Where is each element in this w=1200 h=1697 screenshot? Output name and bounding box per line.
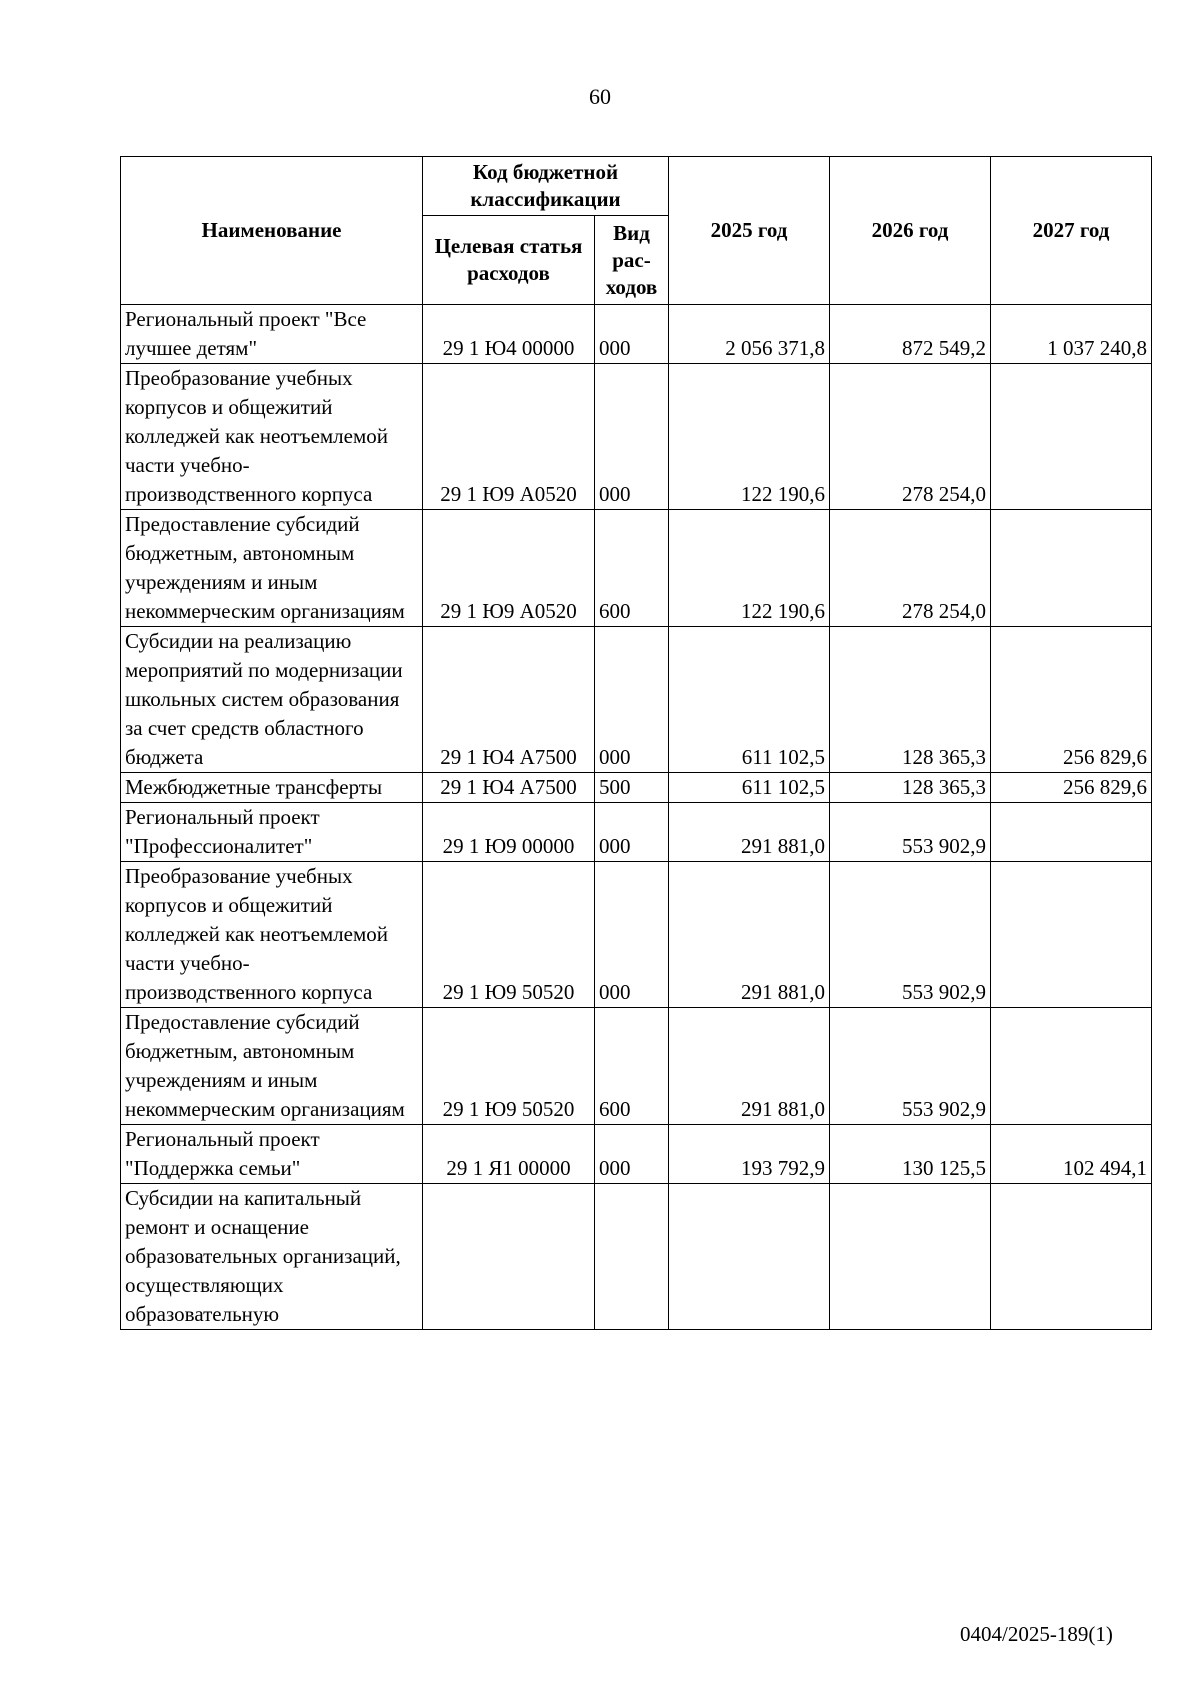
row-expense-kind: 000 (595, 627, 669, 773)
row-2025: 291 881,0 (669, 803, 830, 862)
row-name: Преобразование учебных корпусов и общежитий колледжей как неотъемлемой части учебно-производственного корпуса (121, 364, 423, 510)
row-name: Региональный проект "Все лучшее детям" (121, 305, 423, 364)
budget-table (120, 156, 1152, 1330)
row-expense-kind: 600 (595, 510, 669, 627)
header-2027: 2027 год (991, 157, 1152, 305)
row-target-article: 29 1 Ю4 00000 (423, 305, 595, 364)
row-expense-kind: 000 (595, 803, 669, 862)
row-2026: 128 365,3 (830, 773, 991, 803)
row-target-article: 29 1 Ю4 А7500 (423, 773, 595, 803)
table-row (121, 803, 1152, 862)
row-target-article: 29 1 Ю9 50520 (423, 1008, 595, 1125)
row-2025: 611 102,5 (669, 773, 830, 803)
table-row (121, 1008, 1152, 1125)
row-2026 (830, 1184, 991, 1330)
table-row (121, 773, 1152, 803)
row-2027: 256 829,6 (991, 627, 1152, 773)
row-2025: 122 190,6 (669, 510, 830, 627)
row-2027 (991, 1008, 1152, 1125)
table-row (121, 627, 1152, 773)
header-2025: 2025 год (669, 157, 830, 305)
row-expense-kind: 000 (595, 862, 669, 1008)
row-target-article: 29 1 Ю9 50520 (423, 862, 595, 1008)
row-target-article: 29 1 Ю9 А0520 (423, 510, 595, 627)
row-2026: 553 902,9 (830, 862, 991, 1008)
row-2025: 193 792,9 (669, 1125, 830, 1184)
row-2026: 553 902,9 (830, 803, 991, 862)
row-name: Преобразование учебных корпусов и общежитий колледжей как неотъемлемой части учебно-производственного корпуса (121, 862, 423, 1008)
row-2027 (991, 510, 1152, 627)
header-code-group: Код бюджетной классификации (423, 157, 669, 216)
row-2025: 2 056 371,8 (669, 305, 830, 364)
row-2026: 278 254,0 (830, 364, 991, 510)
row-name: Субсидии на капитальный ремонт и оснащение образовательных организаций, осуществляющих образовательную (121, 1184, 423, 1330)
row-target-article: 29 1 Ю9 00000 (423, 803, 595, 862)
row-name: Региональный проект "Профессионалитет" (121, 803, 423, 862)
row-2025 (669, 1184, 830, 1330)
row-expense-kind (595, 1184, 669, 1330)
page-number: 60 (589, 84, 611, 109)
row-2026: 553 902,9 (830, 1008, 991, 1125)
row-expense-kind: 600 (595, 1008, 669, 1125)
header-target-article: Целевая статья расходов (423, 216, 595, 305)
document-code: 0404/2025-189(1) (960, 1622, 1113, 1646)
header-name: Наименование (121, 157, 423, 305)
row-2027: 256 829,6 (991, 773, 1152, 803)
row-target-article: 29 1 Ю4 А7500 (423, 627, 595, 773)
row-2027 (991, 862, 1152, 1008)
row-2027 (991, 1184, 1152, 1330)
row-2026: 278 254,0 (830, 510, 991, 627)
row-2025: 611 102,5 (669, 627, 830, 773)
row-2027 (991, 364, 1152, 510)
row-2027: 102 494,1 (991, 1125, 1152, 1184)
table-row (121, 862, 1152, 1008)
row-2026: 872 549,2 (830, 305, 991, 364)
row-2026: 128 365,3 (830, 627, 991, 773)
row-2027 (991, 803, 1152, 862)
row-target-article: 29 1 Я1 00000 (423, 1125, 595, 1184)
row-2027: 1 037 240,8 (991, 305, 1152, 364)
table-row (121, 1184, 1152, 1330)
row-target-article (423, 1184, 595, 1330)
row-2025: 291 881,0 (669, 1008, 830, 1125)
row-2025: 122 190,6 (669, 364, 830, 510)
row-2026: 130 125,5 (830, 1125, 991, 1184)
header-expense-kind: Вид рас-ходов (595, 216, 669, 305)
row-name: Предоставление субсидий бюджетным, автономным учреждениям и иным некоммерческим организациям (121, 510, 423, 627)
row-name: Субсидии на реализацию мероприятий по модернизации школьных систем образования за счет средств областного бюджета (121, 627, 423, 773)
header-2026: 2026 год (830, 157, 991, 305)
row-expense-kind: 500 (595, 773, 669, 803)
row-2025: 291 881,0 (669, 862, 830, 1008)
row-expense-kind: 000 (595, 364, 669, 510)
row-name: Предоставление субсидий бюджетным, автономным учреждениям и иным некоммерческим организациям (121, 1008, 423, 1125)
table-row (121, 305, 1152, 364)
table-row (121, 1125, 1152, 1184)
row-name: Региональный проект "Поддержка семьи" (121, 1125, 423, 1184)
table-row (121, 510, 1152, 627)
row-expense-kind: 000 (595, 305, 669, 364)
row-name: Межбюджетные трансферты (121, 773, 423, 803)
row-expense-kind: 000 (595, 1125, 669, 1184)
table-row (121, 364, 1152, 510)
row-target-article: 29 1 Ю9 А0520 (423, 364, 595, 510)
